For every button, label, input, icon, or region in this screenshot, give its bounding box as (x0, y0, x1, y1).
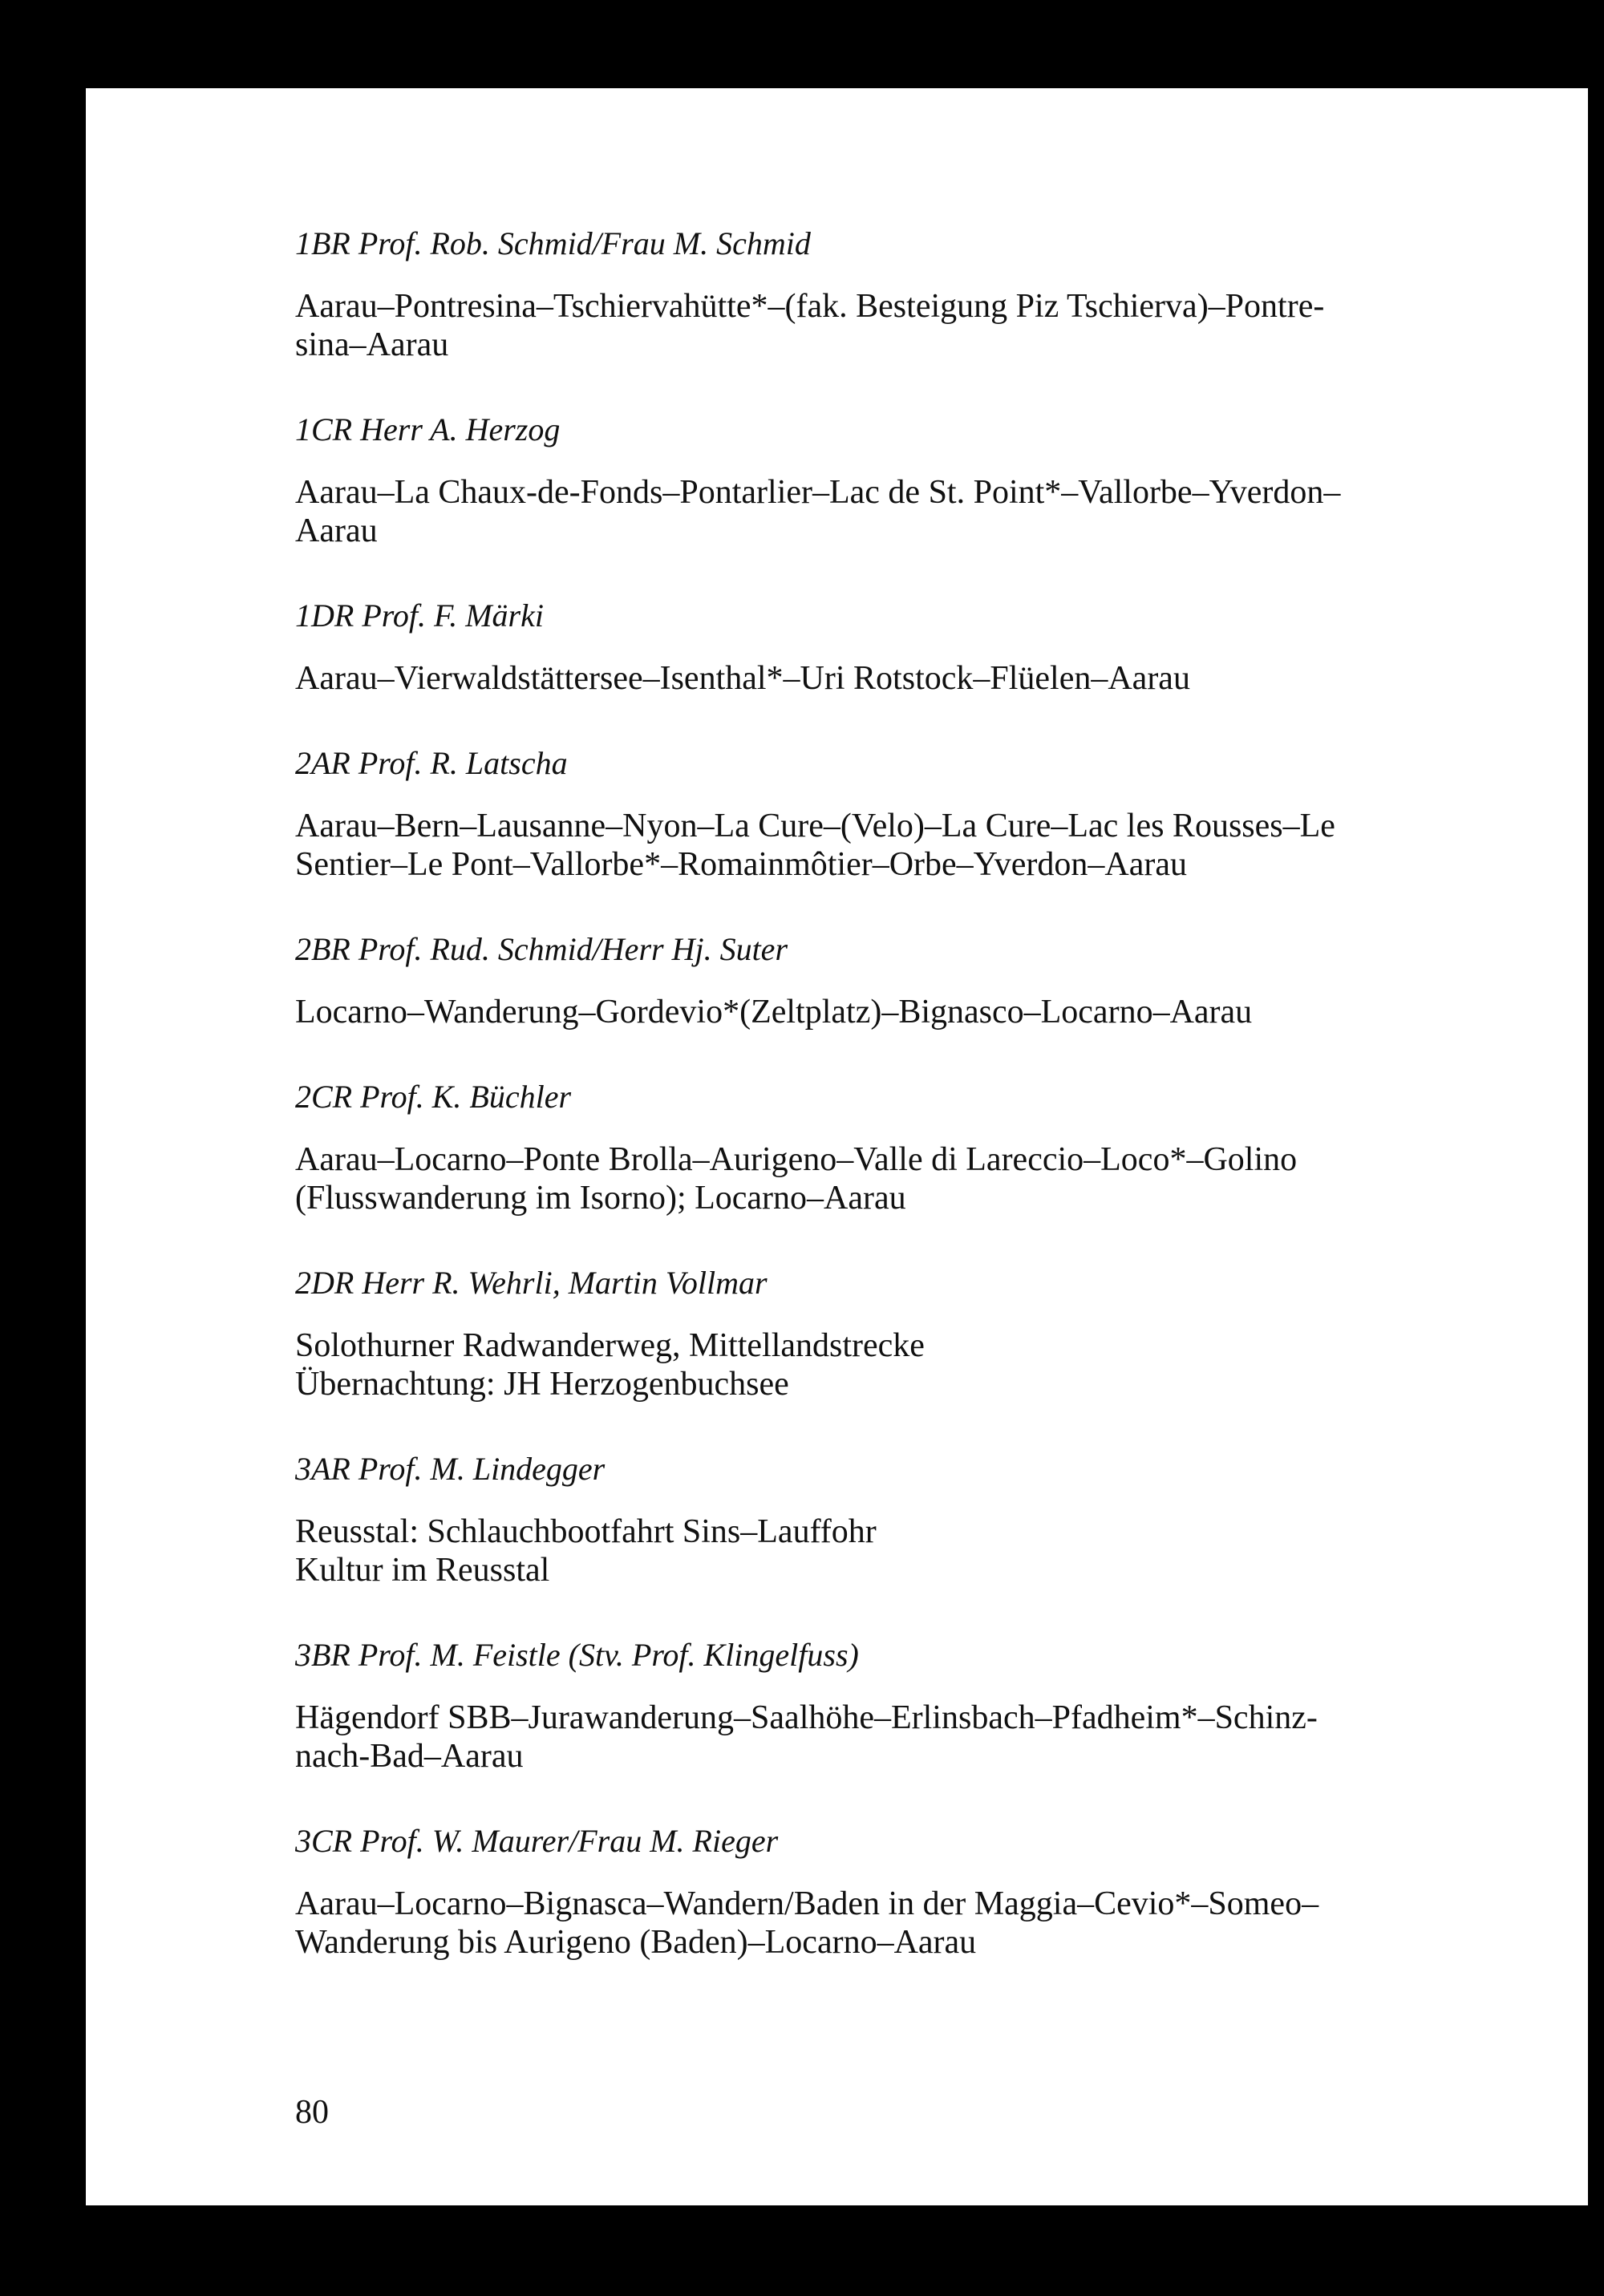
entry-route (295, 473, 1517, 550)
route-line: Aarau–Pontresina–Tschiervahütte*–(fak. Besteigung Piz Tschierva)–Pontre- (295, 288, 1325, 325)
list-item (295, 1636, 1517, 1776)
route-line: Wanderung bis Aurigeno (Baden)–Locarno–Aarau (295, 1924, 977, 1961)
entry-heading: 3AR Prof. M. Lindegger (295, 1451, 606, 1487)
route-line: Aarau (295, 512, 378, 549)
entry-route (295, 993, 1517, 1031)
route-line: (Flusswanderung im Isorno); Locarno–Aarau (295, 1180, 906, 1217)
entry-route (295, 659, 1517, 698)
list-item (295, 930, 1517, 1031)
route-line: Aarau–Locarno–Ponte Brolla–Aurigeno–Valle di Lareccio–Loco*–Golino (295, 1141, 1298, 1178)
entry-route (295, 807, 1517, 884)
entry-heading: 1CR Herr A. Herzog (295, 411, 561, 447)
route-line: Solothurner Radwanderweg, Mittellandstrecke (295, 1327, 925, 1364)
entry-route (295, 287, 1517, 364)
entry-route (295, 1140, 1517, 1217)
route-line: Übernachtung: JH Herzogenbuchsee (295, 1366, 789, 1403)
route-line: Locarno–Wanderung–Gordevio*(Zeltplatz)–Bignasco–Locarno–Aarau (295, 994, 1253, 1031)
list-item (295, 744, 1517, 884)
entry-heading: 3BR Prof. M. Feistle (Stv. Prof. Klingelfuss) (295, 1637, 859, 1673)
entry-heading: 1DR Prof. F. Märki (295, 597, 544, 634)
entry-heading: 2AR Prof. R. Latscha (295, 745, 568, 781)
list-item (295, 1450, 1517, 1589)
entry-heading: 2CR Prof. K. Büchler (295, 1079, 572, 1115)
list-item (295, 1822, 1517, 1962)
entry-heading: 2BR Prof. Rud. Schmid/Herr Hj. Suter (295, 931, 788, 967)
list-item (295, 1264, 1517, 1403)
route-line: Kultur im Reusstal (295, 1552, 550, 1589)
entry-route (295, 1326, 1517, 1403)
route-line: Aarau–Bern–Lausanne–Nyon–La Cure–(Velo)–La Cure–Lac les Rousses–Le (295, 808, 1335, 844)
excursion-list (295, 225, 1517, 1962)
route-line: Aarau–La Chaux-de-Fonds–Pontarlier–Lac de St. Point*–Vallorbe–Yverdon– (295, 474, 1341, 511)
entry-route (295, 1512, 1517, 1589)
list-item (295, 411, 1517, 550)
route-line: Aarau–Locarno–Bignasca–Wandern/Baden in der Maggia–Cevio*–Someo– (295, 1885, 1319, 1922)
list-item (295, 1078, 1517, 1217)
entry-route (295, 1699, 1517, 1776)
entry-heading: 3CR Prof. W. Maurer/Frau M. Rieger (295, 1823, 779, 1859)
route-line: nach-Bad–Aarau (295, 1738, 524, 1775)
route-line: Aarau–Vierwaldstättersee–Isenthal*–Uri Rotstock–Flüelen–Aarau (295, 660, 1190, 697)
route-line: Hägendorf SBB–Jurawanderung–Saalhöhe–Erlinsbach–Pfadheim*–Schinz- (295, 1699, 1318, 1736)
entry-heading: 1BR Prof. Rob. Schmid/Frau M. Schmid (295, 225, 811, 261)
route-line: sina–Aarau (295, 326, 449, 363)
entry-heading: 2DR Herr R. Wehrli, Martin Vollmar (295, 1265, 768, 1301)
page-number: 80 (295, 2094, 329, 2131)
route-line: Sentier–Le Pont–Vallorbe*–Romainmôtier–Orbe–Yverdon–Aarau (295, 846, 1188, 883)
document-page (86, 88, 1588, 2205)
entry-route (295, 1885, 1517, 1962)
list-item (295, 597, 1517, 698)
route-line: Reusstal: Schlauchbootfahrt Sins–Lauffohr (295, 1513, 877, 1550)
list-item (295, 225, 1517, 364)
